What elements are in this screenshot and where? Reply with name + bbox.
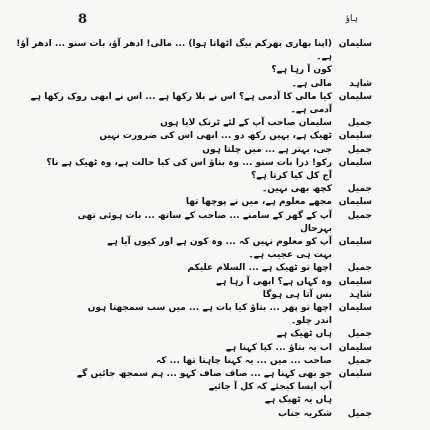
- page-number: 8: [78, 12, 88, 27]
- dialogue-text: آدمی ہے۔: [290, 105, 332, 115]
- dialogue-text: آپ کے گھر کے سامنے ... صاحب کے ساتھ ... بات ہوئی تھی: [77, 210, 332, 221]
- dialogue-text: بس آتا ہی ہوگا: [262, 289, 332, 300]
- script-line: [60, 196, 372, 208]
- dialogue-text: ہاں یہ ٹھیک ہے: [264, 395, 332, 406]
- speaker-name: سلیمان: [338, 131, 372, 142]
- dialogue-text: کچھ بھی نہیں۔: [261, 184, 332, 195]
- dialogue-text: صاحب ... میں ... یہ کہنا چاہتا تھا ... کہ: [155, 355, 332, 366]
- dialogue-text: وہ کہاں ہے؟ ابھی آ رہا ہے: [216, 276, 332, 287]
- dialogue-text: اچھا تو ٹھیک ہے ... السلام علیکم: [187, 263, 332, 274]
- speaker-name: جمیل: [347, 329, 372, 340]
- dialogue-text: مالی ہے۔: [291, 78, 332, 89]
- script-line: [60, 236, 372, 248]
- script-line: [60, 117, 372, 129]
- speaker-name: شاہد: [349, 78, 372, 89]
- script-line: [60, 368, 372, 380]
- script-line: [60, 183, 372, 195]
- script-line: [60, 302, 372, 314]
- script-line: [60, 249, 372, 261]
- script-line: [60, 394, 372, 406]
- script-line: [60, 381, 372, 393]
- speaker-name: سلیمان: [338, 276, 372, 287]
- script-line: [60, 276, 372, 288]
- speaker-name: سلیمان: [338, 91, 372, 102]
- script-line: [60, 315, 372, 327]
- speaker-name: سلیمان: [338, 342, 372, 353]
- script-line: [60, 355, 372, 367]
- speaker-name: سلیمان: [338, 237, 372, 247]
- script-line: [60, 223, 372, 235]
- speaker-name: سلیمان: [338, 197, 372, 208]
- speaker-name: جمیل: [347, 263, 372, 274]
- speaker-name: سلیمان: [338, 303, 372, 313]
- dialogue-text: ہاں ٹھیک ہے: [276, 329, 332, 340]
- dialogue-text: اندر چلو۔: [290, 316, 332, 327]
- running-header: ہاؤ: [345, 14, 358, 24]
- dialogue-text: ہے۔: [316, 52, 332, 63]
- script-line: [16, 38, 372, 50]
- dialogue-text: شکریہ جناب: [277, 408, 332, 419]
- script-line: [60, 130, 372, 142]
- dialogue-text: آپ کو معلوم نہیں کہ ... وہ کون ہے اور کیوں آیا ہے: [107, 237, 332, 247]
- dialogue-text: کیا مالی کا آدمی ہے؟ اس نے بلا رکھا ہے ... اس نے ابھی روک رکھا ہے: [30, 91, 332, 102]
- script-line: [60, 262, 372, 274]
- script-body: [16, 38, 372, 422]
- speaker-name: جمیل: [347, 408, 372, 419]
- dialogue-text: کون آ رہا ہے؟: [271, 65, 332, 76]
- speaker-name: سلیمان: [338, 39, 372, 49]
- script-line: [60, 170, 372, 182]
- script-line: [60, 210, 372, 222]
- script-line: [60, 78, 372, 90]
- script-line: [60, 104, 372, 116]
- dialogue-text: ٹھیک ہے، یہیں رکھ دو ... ابھی اس کی ضرورت نہیں: [99, 131, 332, 142]
- speaker-name: جمیل: [347, 184, 372, 195]
- dialogue-text: جو بھی کہنا ہے ... صاف صاف کہو ... ہم سمجھ جائیں گے: [76, 369, 332, 379]
- dialogue-text: بہت ہی عجیب ہے۔: [248, 250, 332, 261]
- speaker-name: جمیل: [347, 144, 372, 155]
- dialogue-text: اب یہ بتاؤ ... کیا کہنا ہے: [225, 342, 332, 353]
- dialogue-text: آپ ایسا کیجئے کہ کل آ جائیے: [208, 382, 332, 393]
- script-line: [30, 91, 372, 103]
- script-line: [60, 289, 372, 301]
- speaker-name: سلیمان: [338, 369, 372, 379]
- dialogue-text: بہرحال: [300, 223, 332, 234]
- script-line: [46, 157, 372, 169]
- dialogue-text: (اپنا بھاری بھرکم بیگ اٹھاتا ہوا) ... مالی! ادھر آؤ، بات سنو ... ادھر آؤ!: [16, 39, 332, 49]
- dialogue-text: مجھے معلوم ہے، میں نے پوچھا تھا: [185, 197, 332, 208]
- script-line: [60, 328, 372, 340]
- speaker-name: جمیل: [347, 210, 372, 221]
- dialogue-text: اچھا تو پھر ... بتاؤ کیا بات ہے ... میں سب سمجھتا ہوں: [87, 303, 332, 313]
- speaker-name: سلیمان: [338, 157, 372, 168]
- dialogue-text: آج کل کیا کرتا ہے؟: [250, 171, 332, 181]
- script-line: [60, 342, 372, 354]
- script-line: [60, 64, 372, 76]
- speaker-name: جمیل: [347, 118, 372, 129]
- dialogue-text: جی، بہتر ہے ... میں چلتا ہوں: [202, 144, 332, 155]
- script-line: [60, 51, 372, 63]
- script-line: [60, 408, 372, 420]
- script-line: [60, 144, 372, 156]
- speaker-name: شاہد: [349, 289, 372, 300]
- speaker-name: جمیل: [347, 355, 372, 366]
- dialogue-text: رکو! ذرا بات سنو ... وہ بتاؤ اس کی کیا حالت ہے، وہ ٹھیک ہے نا؟: [46, 157, 332, 168]
- dialogue-text: سلیمان صاحب آپ کے لئے ٹرنک لایا ہوں: [160, 118, 332, 129]
